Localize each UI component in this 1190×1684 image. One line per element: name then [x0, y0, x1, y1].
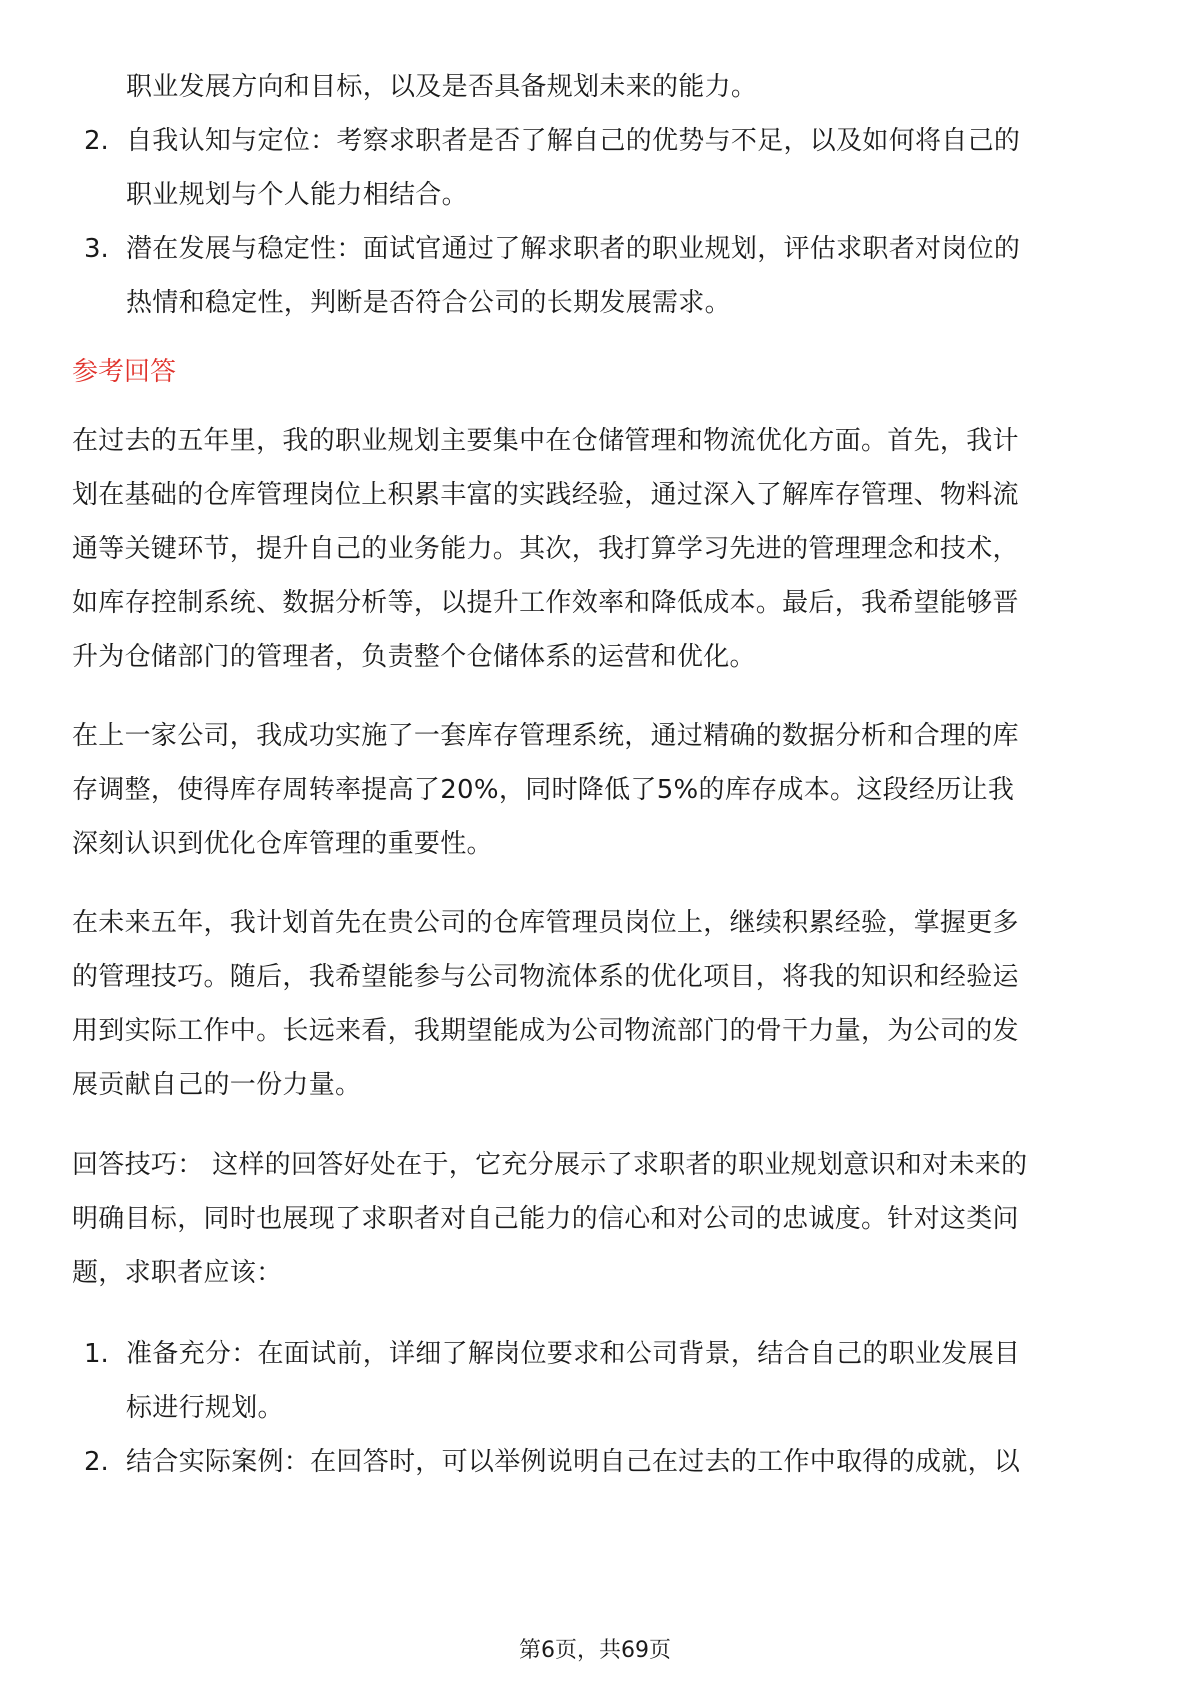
section-heading: 参考回答	[72, 357, 177, 387]
paragraph-line: 在未来五年，我计划首先在贵公司的仓库管理员岗位上，继续积累经验，掌握更多	[72, 908, 1019, 938]
list-number: 2.	[84, 126, 109, 156]
list-number: 3.	[84, 234, 109, 264]
paragraph-line: 题，求职者应该：	[72, 1258, 283, 1288]
paragraph-line: 在过去的五年里，我的职业规划主要集中在仓储管理和物流优化方面。首先，我计	[72, 426, 1019, 456]
paragraph-line: 的管理技巧。随后，我希望能参与公司物流体系的优化项目，将我的知识和经验运	[72, 962, 1019, 992]
list-item-1-line-1: 准备充分：在面试前，详细了解岗位要求和公司背景，结合自己的职业发展目	[126, 1339, 1021, 1369]
paragraph-line: 展贡献自己的一份力量。	[72, 1070, 362, 1100]
paragraph-line: 深刻认识到优化仓库管理的重要性。	[72, 829, 493, 859]
list-item-1-line-2: 标进行规划。	[126, 1393, 284, 1423]
paragraph-line: 用到实际工作中。长远来看，我期望能成为公司物流部门的骨干力量，为公司的发	[72, 1016, 1019, 1046]
paragraph-line: 明确目标，同时也展现了求职者对自己能力的信心和对公司的忠诚度。针对这类问	[72, 1204, 1019, 1234]
paragraph-line: 回答技巧： 这样的回答好处在于，它充分展示了求职者的职业规划意识和对未来的	[72, 1150, 1028, 1180]
list-number: 2.	[84, 1447, 109, 1477]
paragraph-line: 划在基础的仓库管理岗位上积累丰富的实践经验，通过深入了解库存管理、物料流	[72, 480, 1019, 510]
paragraph-line: 如库存控制系统、数据分析等，以提升工作效率和降低成本。最后，我希望能够晋	[72, 588, 1019, 618]
list-item-2-line-1: 自我认知与定位：考察求职者是否了解自己的优势与不足，以及如何将自己的	[126, 126, 1021, 156]
paragraph-line: 在上一家公司，我成功实施了一套库存管理系统，通过精确的数据分析和合理的库	[72, 721, 1019, 751]
list-number: 1.	[84, 1339, 109, 1369]
list-item-2-line-1: 结合实际案例：在回答时，可以举例说明自己在过去的工作中取得的成就，以	[126, 1447, 1021, 1477]
paragraph-line: 通等关键环节，提升自己的业务能力。其次，我打算学习先进的管理理念和技术，	[72, 534, 1019, 564]
paragraph-line: 升为仓储部门的管理者，负责整个仓储体系的运营和优化。	[72, 642, 756, 672]
page-footer: 第6页，共69页	[519, 1638, 671, 1663]
list-item-3-line-1: 潜在发展与稳定性：面试官通过了解求职者的职业规划，评估求职者对岗位的	[126, 234, 1021, 264]
list-item-1-continuation: 职业发展方向和目标，以及是否具备规划未来的能力。	[126, 72, 758, 102]
paragraph-line: 存调整，使得库存周转率提高了20%，同时降低了5%的库存成本。这段经历让我	[72, 775, 1015, 805]
list-item-3-line-2: 热情和稳定性，判断是否符合公司的长期发展需求。	[126, 288, 731, 318]
list-item-2-line-2: 职业规划与个人能力相结合。	[126, 180, 468, 210]
